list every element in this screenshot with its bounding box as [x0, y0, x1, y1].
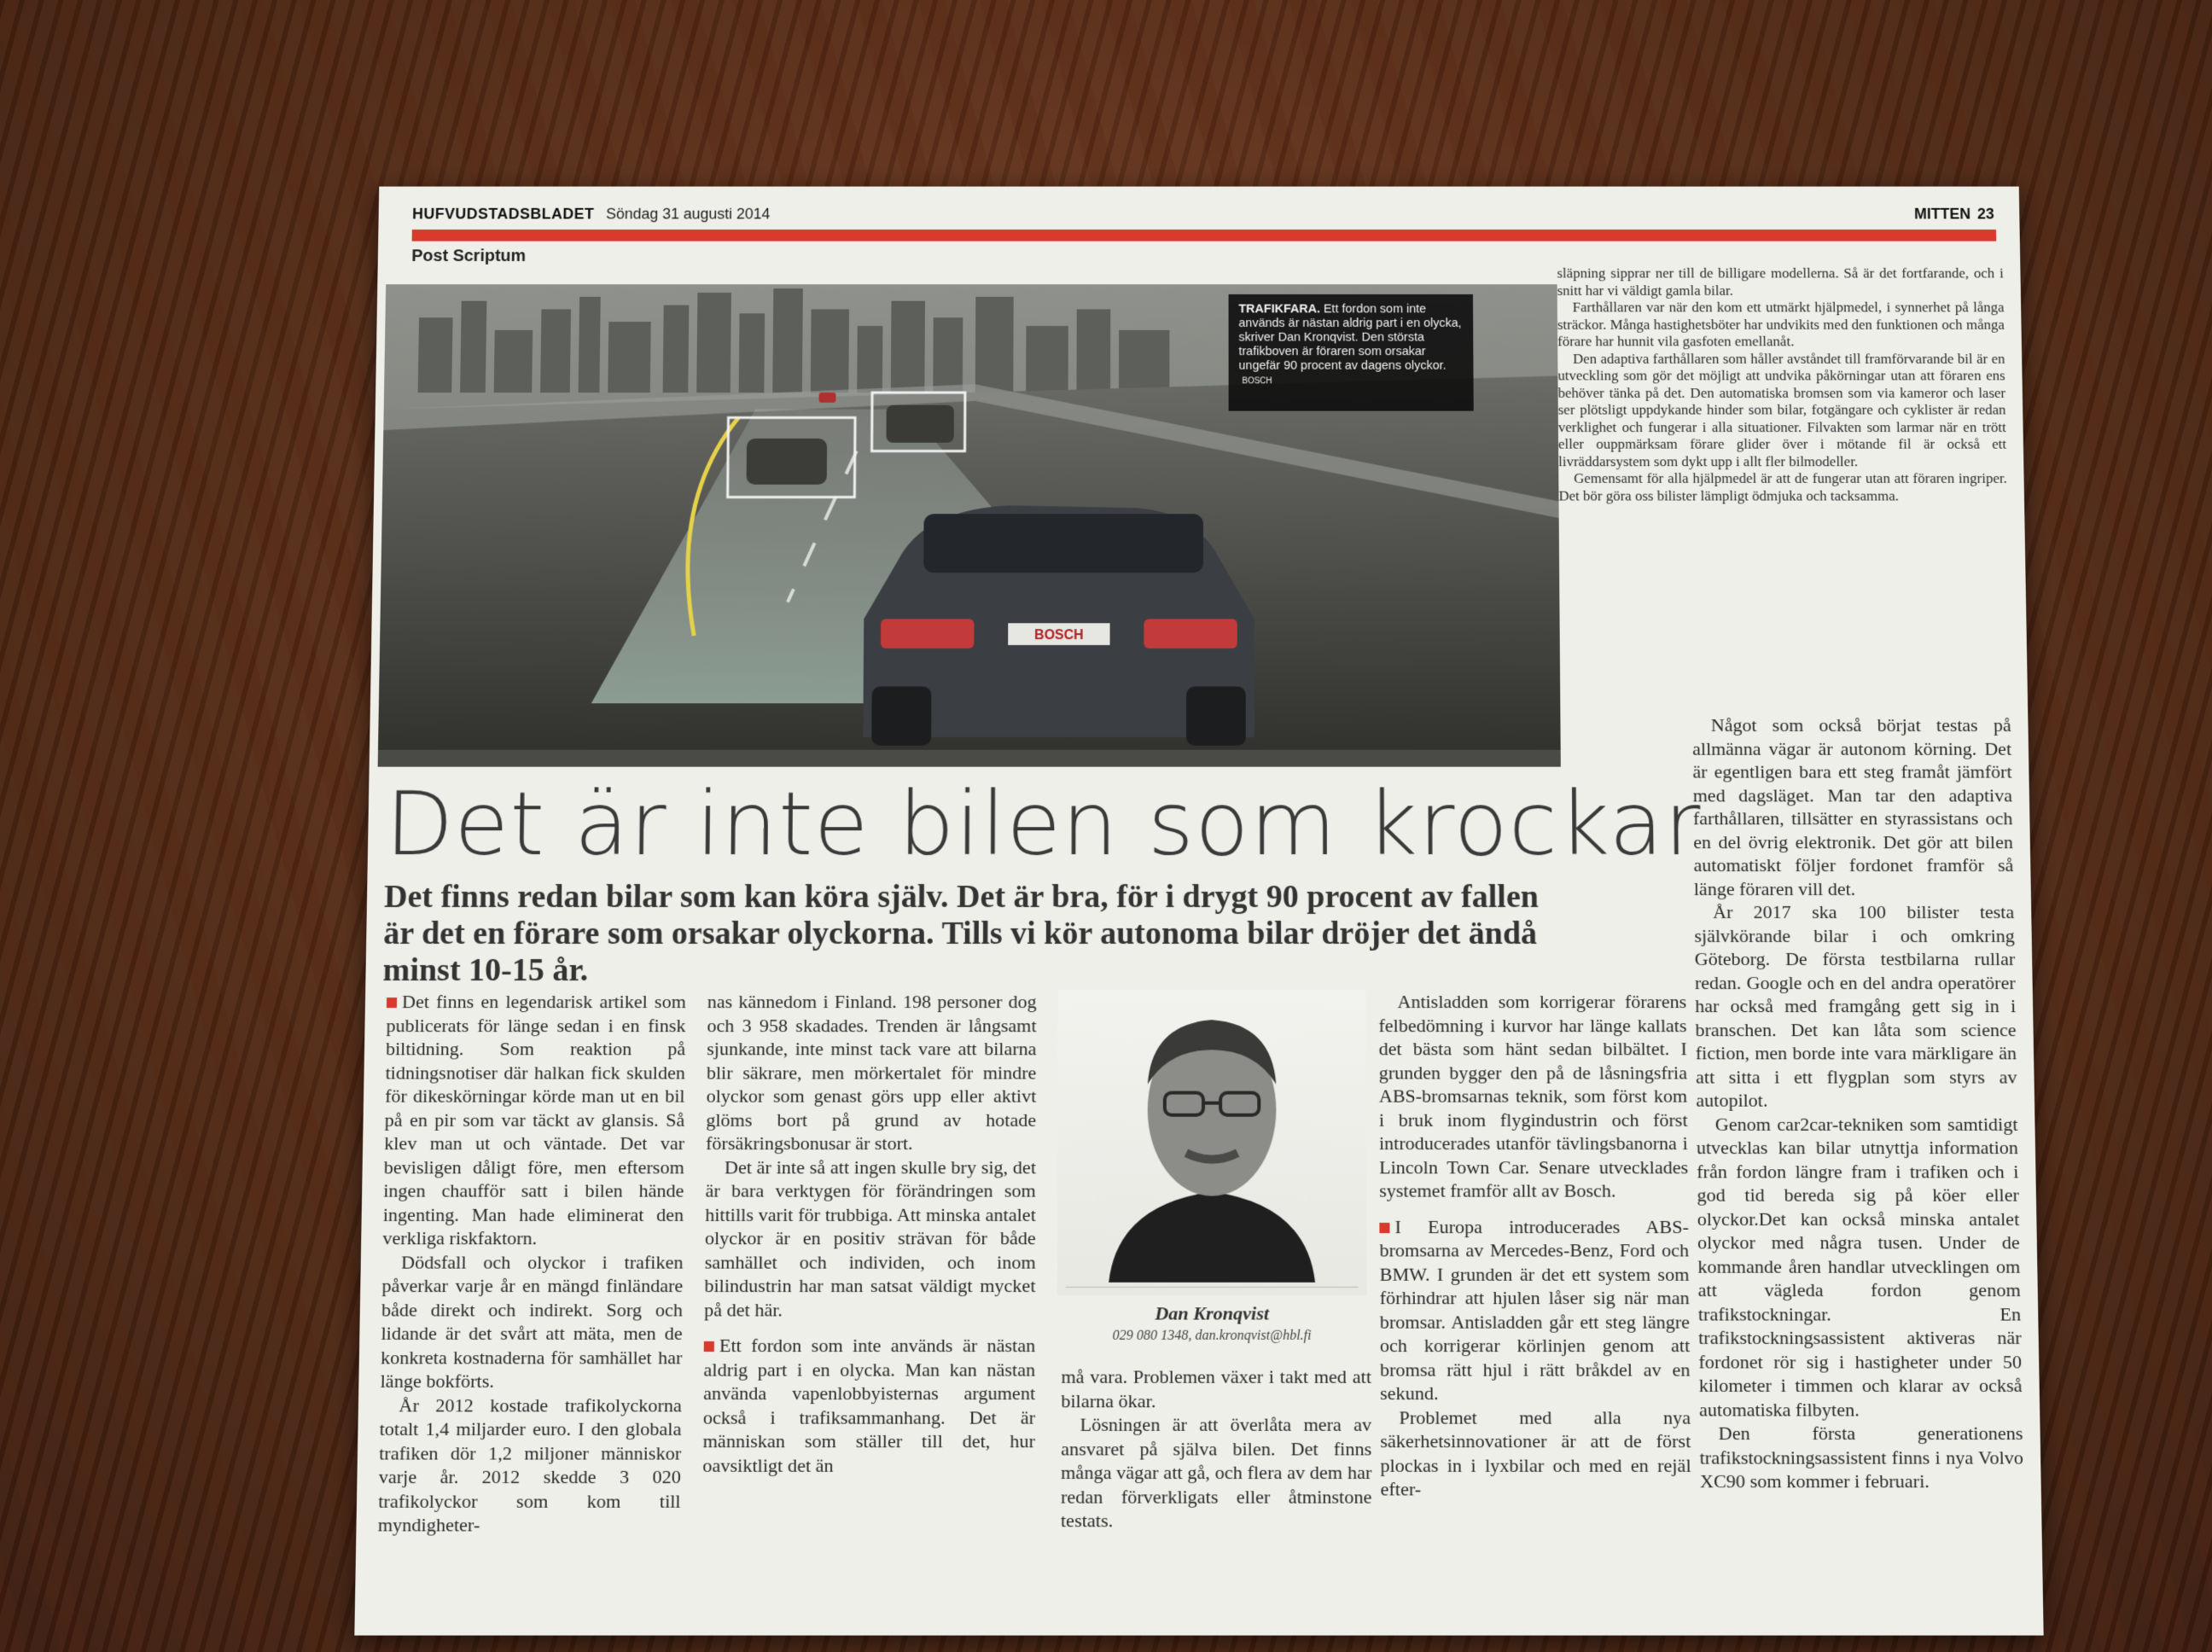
paragraph: Något som också börjat testas på allmänna vägar är autonom körning. Det är egentligen bara ett steg framåt jämfört med dagsläget. Man tar den adaptiva farthållaren, tillsätter en styrassistans och en del övrig elektronik. Det gör att bilen automatiskt följer fordonet framför så länge föraren vill det. — [1692, 714, 2014, 899]
paragraph: Ett fordon som inte används är nästan aldrig part i en olycka. Man kan nästan använda vapenlobbyisternas argument också i trafiksammanhang. Det är människan som ställer till det, hur oavsiktligt det än — [702, 1334, 1036, 1476]
paragraph: Farthållaren var när den kom ett utmärkt hjälpmedel, i synnerhet på långa sträckor. Många hastighetsböter har undvikits med den funktionen och många förare har hunnit vila gasfoten emellanåt. — [1557, 299, 2005, 350]
photo-credit: BOSCH — [1242, 376, 1272, 387]
lead-car — [863, 505, 1254, 745]
article-column-5 — [1692, 713, 2024, 1493]
paragraph: Dödsfall och olyckor i trafiken påverkar varje år en mängd finländare både direkt och indirekt. Sorg och lidande är det svårt att mäta, men de konkreta kostnaderna för samhället har länge bokförts. — [380, 1250, 684, 1392]
right-column-top — [1557, 265, 2011, 735]
article-column-3 — [1061, 1364, 1372, 1533]
paragraph: Den adaptiva farthållaren som håller avståndet till framförvarande bil är en utveckling som gör det möjligt att undvika påkörningar utan att föraren ens behöver tänka på det. Den automatiska bromsen som via kameror och laser ser plötsligt uppdykande hinder som bilar, fotgängare och cyklister är redan verklighet och fungerar i alla situationer. Filvakten som larmar när en trött eller ouppmärksam förare glider över i mötande fil är också ett livräddarsystem som dykt upp i allt fler bilmodeller. — [1557, 350, 2007, 469]
paragraph: I Europa introducerades ABS-bromsarna av Mercedes-Benz, Ford och BMW. I grunden är det ett system som förhindrar att hjulen låser sig när man bromsar. Antisladden går ett steg längre och korrigerar körlinjen genom att bromsa rätt hjul i rätt bråkdel av en sekund. — [1379, 1215, 1691, 1405]
paragraph: År 2012 kostade trafikolyckorna totalt 1,4 miljarder euro. I den globala trafiken dör 1,2 miljoner människor varje år. 2012 skedde 3 020 trafikolyckor som kom till myndigheter- — [377, 1393, 682, 1536]
masthead — [412, 201, 1994, 223]
issue-date: Söndag 31 augusti 2014 — [605, 205, 771, 223]
section-name: MITTEN — [1913, 205, 1971, 223]
paragraph: År 2017 ska 100 bilister testa självkörande bilar i och omkring Göteborg. De första testbilarna rullar redan. Google och en del andra operatörer har också med framgång gett sig in i branschen. Det kan låta som science fiction, men borde inte vara märkligare än att sitta i ett flygplan som styrs av autopilot. — [1694, 900, 2017, 1111]
newspaper-page — [354, 187, 2043, 1636]
newspaper-name: HUFVUDSTADSBLADET — [411, 205, 595, 223]
author-contact: 029 080 1348, dan.kronqvist@hbl.fi — [1112, 1328, 1312, 1343]
photo-caption — [1229, 294, 1474, 411]
paragraph: släpning sipprar ner till de billigare modellerna. Så är det fortfarande, och i snitt har vi väldigt gamla bilar. — [1557, 265, 2004, 299]
paragraph: Gemensamt för alla hjälpmedel är att de fungerar utan att föraren ingriper. Det bör göra oss bilister lämpligt ödmjuka och tacksamma. — [1558, 470, 2007, 503]
author-photo — [1057, 990, 1367, 1295]
license-plate-text: BOSCH — [1034, 628, 1084, 643]
red-square-marker — [1379, 1222, 1389, 1232]
article-column-1 — [378, 990, 686, 1537]
red-square-marker — [704, 1341, 714, 1352]
article-lead: Det finns redan bilar som kan köra själv. Det är bra, för i drygt 90 procent av fallen är det en förare som orsakar olyckorna. Tills vi kör autonoma bilar dröjer det ändå minst 10-15 år. — [382, 879, 1540, 989]
article-headline: Det är inte bilen som krockar — [384, 771, 1703, 876]
caption-text: Ett fordon som inte används är nästan aldrig part i en olycka, skriver Dan Kronqvist. Den största trafikboven är föraren som orsakar ungefär 90 procent av dagens olyckor. — [1238, 302, 1462, 373]
article-column-2 — [702, 990, 1036, 1477]
author-portrait — [1057, 990, 1367, 1283]
byline-divider — [1066, 1287, 1359, 1288]
paragraph: Den första generationens trafikstockningsassistent finns i nya Volvo XC90 som kommer i februari. — [1699, 1422, 2024, 1492]
caption-kicker: TRAFIKFARA. — [1238, 302, 1320, 317]
paragraph: Lösningen är att överlåta mera av ansvaret på själva bilen. Det finns många vägar att gå, och flera av dem har redan förverkligats eller åtminstone testats. — [1060, 1413, 1372, 1532]
page-number: 23 — [1976, 205, 1994, 223]
author-name: Dan Kronqvist — [1155, 1302, 1270, 1324]
paragraph: Genom car2car-tekniken som samtidigt utvecklas kan bilar utnyttja information från fordon längre fram i trafiken och i god tid bereda sig på köer eller olyckor.Det kan också minska antalet olyckor med några tusen. Under de kommande åren handlar utvecklingen om att vägleda fordon genom trafikstockningar. En trafikstockningsassistent aktiveras när fordonet rör sig i hastigheter under 50 kilometer i timmen och klarar av också automatiska filbyten. — [1696, 1113, 2023, 1421]
paragraph: må vara. Problemen växer i takt med att bilarna ökar. — [1061, 1365, 1371, 1411]
paragraph: nas kännedom i Finland. 198 personer dog och 3 958 skadades. Trenden är långsamt sjunkande, inte minst tack vare att bilarna blir säkrare, men mörkertalet för mindre olyckor som genast görs upp eller aktivt glöms bort på grund av hotade försäkringsbonusar är stort. — [706, 991, 1037, 1155]
article-column-4 — [1378, 990, 1691, 1501]
paragraph: Antisladden som korrigerar förarens felbedömning i kurvor har länge kallats det bästa som hänt sedan bilbältet. I grunden bygger den på de låsningsfria ABS-bromsarnas teknik, som först kom i bruk inom flygindustrin och först introducerades utanför tävlingsbanorna i Lincoln Town Car. Senare utvecklades systemet framför allt av Bosch. — [1378, 991, 1689, 1201]
paragraph: Det är inte så att ingen skulle bry sig, det är bara verktygen för förändringen som hittills varit för trubbiga. Att minska antalet olyckor är en positiv strävan för både samhället och individen, och inom bilindustrin har man satsat väldigt mycket på det här. — [704, 1155, 1037, 1321]
paragraph: Det finns en legendarisk artikel som publicerats för länge sedan i en finsk biltidning. Som reaktion på tidningsnotiser där halkan fick skulden för dikeskörningar körde man ut en bil på en pir som var täckt av glansis. Så klev man ut och väntade. Det var bevisligen dåligt före, men eftersom ingen chaufför satt i bilen hände ingenting. Man hade eliminerat den verkliga riskfaktorn. — [382, 991, 686, 1249]
section-label: Post Scriptum — [411, 247, 527, 265]
masthead-rule — [412, 230, 1997, 241]
paragraph: Problemet med alla nya säkerhetsinnovationer är att de först plockas in i lyxbilar och med en rejäl efter- — [1380, 1405, 1691, 1500]
red-square-marker — [387, 998, 397, 1008]
article-photo — [378, 284, 1561, 766]
